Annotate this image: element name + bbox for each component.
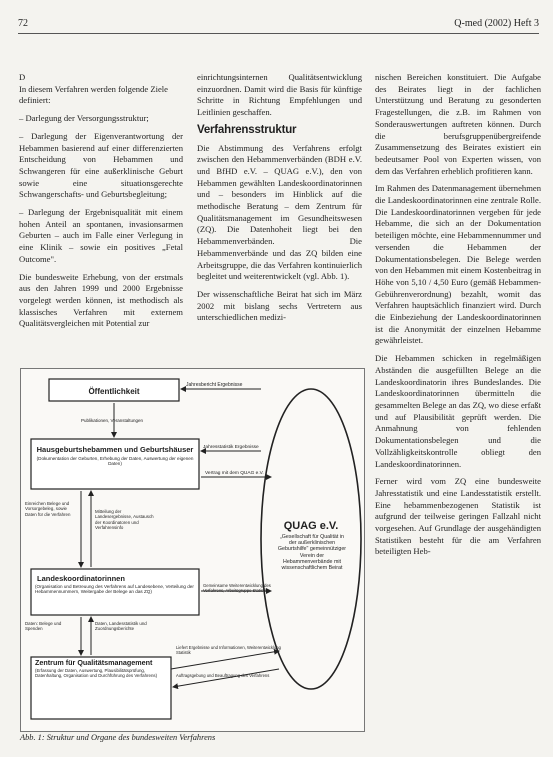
paragraph: In diesem Verfahren werden folgende Ziele definiert:	[19, 83, 168, 106]
box-zq-text	[35, 659, 169, 678]
list-item: – Darlegung der Ergebnisqualität mit einem hohen Anteil an spontanen, invasionsarmen Geburten – auch im Falle einer Verlegung in eine Klinik – sowie ein positives „Fetal Outcome".	[19, 207, 183, 264]
page-header	[18, 18, 539, 32]
label-annual: Jahresstatistik Ergebnisse	[203, 445, 259, 450]
label-belege: Einreichen Belege und Vorsorgebeleg, sowie Daten für die Verfahren	[25, 501, 71, 517]
column-1	[19, 72, 183, 336]
label-zq-stats: Liefert Ergebnisse und Informationen, Weiterentwicklung Statistik	[176, 645, 281, 655]
paragraph: Ferner wird vom ZQ eine bundesweite Jahresstatistik und eine Landesstatistik erstellt. Eine hebammenbezogenen Statistik ist aufgrund der teilweise geringen Fallzahl nicht vorgesehen. Auf Grundlage der ausgehändigten Statistiken besteht für die am Verfahren beteiligten Heb-	[375, 476, 541, 557]
box-houses-sub: (Dokumentation der Geburten, Erhebung der Daten, Auswertung der eigenen Daten)	[36, 456, 194, 467]
paragraph: Die bundesweite Erhebung, von der erstmals aus den Jahren 1999 und 2000 Ergebnisse vorgelegt werden können, ist methodisch als klassisches Verfahren mit externem Qualitätsvergleichen mit Potential zur	[19, 271, 183, 329]
figure-caption: Abb. 1: Struktur und Organe des bundesweiten Verfahrens	[20, 733, 216, 742]
column-3	[375, 72, 541, 564]
list-item: – Darlegung der Versorgungsstruktur;	[19, 113, 149, 124]
label-lk-down: Daten: Belege und Spenden	[25, 621, 62, 632]
label-vertrag: Vertrag mit dem QUAG e.V.	[205, 471, 264, 476]
paragraph: nischen Bereichen konstituiert. Die Aufgabe des Beirates liegt in der fachlichen Unterstützung und Beratung zu gesonderten Fragestellungen, die z.B. im Rahmen von Sonderauswertungen auftreten können. Durch die berufsgruppenübergreifende Zusammensetzung des Beirates existiert ein bedeutsamer Pool von Experten wissen, von dem das Verfahren erheblich profitieren kann.	[375, 72, 541, 176]
paragraph: Der wissenschaftliche Beirat hat sich im März 2002 mit bislang sechs Vertretern aus unterschiedlichen medizi-	[197, 288, 362, 323]
journal-title: Q-med (2002) Heft 3	[454, 18, 539, 29]
paragraph: Die Abstimmung des Verfahrens erfolgt zwischen den Hebammenverbänden (BDH e.V. und BfHD e.V. – QUAG e.V.), den von Hebammen gewählten Landeskoordinatorinnen und – besonders im Hinblick auf die methodische Beratung – dem Zentrum für Qualitätsmanagement im Gesundheitswesen (ZQ). Die Datenhoheit liegt bei den Hebammenverbänden. Die Hebammenverbände und das ZQ bilden eine Arbeitsgruppe, die das Verfahren kontinuierlich begleitet und weiterentwickelt (vgl. Abb. 1).	[197, 142, 362, 282]
label-lk-up: Daten, Landesstatistik und Zuordnungsberichte	[95, 621, 147, 632]
label-pub-reports: Publikationen, Veranstaltungen	[81, 418, 144, 423]
column-2	[197, 72, 362, 330]
box-houses-title: Hausgeburtshebammen und Geburtshäuser	[36, 445, 194, 454]
page-number: 72	[18, 18, 28, 29]
figure-diagram	[20, 368, 365, 732]
list-item: – Darlegung der Eigenverantwortung der Hebammen basierend auf einer differenzierten Entscheidung von Hebammen und Schwangeren für eine außerklinische Geburt sowie eine situationsgerechte Schwangerschafts- und Geburtsbegleitung;	[19, 130, 183, 200]
box-zq-title: Zentrum für Qualitätsmanagement	[35, 659, 153, 667]
drop-letter: D	[19, 72, 26, 82]
header-rule	[18, 33, 539, 34]
box-zq-sub: (Erfassung der Daten, Auswertung, Plausibilitätsprüfung, Datenhaltung, Organisation und Durchführung des Verfahrens)	[35, 668, 158, 679]
box-public-label: Öffentlichkeit	[88, 387, 140, 396]
paragraph: Die Hebammen schicken in regelmäßigen Abständen die ausgefüllten Belege an die Landeskoordinatorin ihres Bundeslandes. Die Landeskoordinatorinnen übermitteln die gesammelten Belege an das ZQ, wo diese erfaßt und auf Plausibilität geprüft werden. Die Anmahnung von fehlenden Dokumentationsbelegen und die Vollzähligkeitskontrolle obliegt den Landeskoordinatorinnen.	[375, 353, 541, 469]
section-heading: Verfahrensstruktur	[197, 123, 297, 136]
paragraph: Im Rahmen des Datenmanagement übernehmen die Landeskoordinatorinnen eine zentrale Rolle. Die Landeskoordinatorinnen vergeben für jede Hebamme, die sich an der Dokumentation beteiligen möchte, eine Hebammennummer und versenden die Hebammen der Dokumentationsbelegen. Die Belege werden von den Hebammen mit einem Kostenbeitrag in Höhe von 5,10 / 4,50 Euro (gemäß Hebammen-Gebührenverordnung) bezahlt, womit das Verfahren hauptsächlich finanziert wird. Durch die Einbeziehung der Landeskoordinatorinnen ist die Anonymität der einzelnen Hebamme gewährleistet.	[375, 183, 541, 346]
box-lk-sub: (Organisation und Betreuung des Verfahrens auf Landesebene, Verteilung der Hebammennummern, Weitergabe der Belege an das ZQ)	[35, 584, 194, 595]
box-lk-title: Landeskoordinatorinnen	[37, 574, 125, 583]
paragraph: einrichtungsinternen Qualitätsentwicklung einzuordnen. Damit wird die Basis für künftige Schritte in Richtung Empfehlungen und Leitlinien geschaffen.	[197, 72, 362, 118]
label-auftrag: Auftragsgebung und Beauftragung des Verfahrens	[176, 673, 270, 678]
label-public-report: Jahresbericht Ergebnisse	[186, 382, 243, 388]
quag-title: QUAG e.V.	[283, 520, 339, 532]
label-entwicklung: Gemeinsame Weiterentwicklung des Verfahrens, Arbeitsgruppe Statistik	[203, 583, 271, 593]
label-mitteilung: Mitteilung der Landesergebnisse, Austausch der Koordinatoren und Verfahrensinfo	[95, 509, 154, 530]
quag-sub: „Gesellschaft für Qualität in der außerklinischen Geburtshilfe" gemeinnütziger Verein der Hebammenverbände mit wissenschaftlichem Beirat	[277, 534, 347, 572]
structure-diagram	[21, 369, 364, 731]
